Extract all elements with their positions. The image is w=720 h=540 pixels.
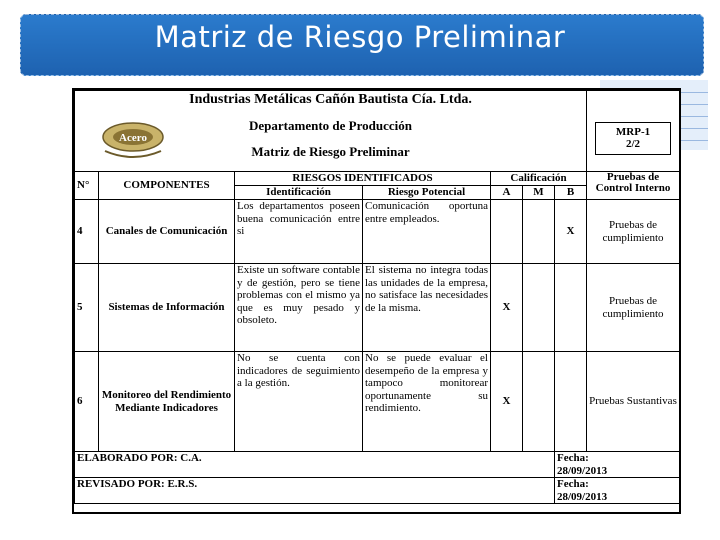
- col-header-num: N°: [75, 172, 99, 200]
- row-number: 6: [75, 352, 99, 452]
- row-componente: Sistemas de Información: [99, 264, 235, 352]
- document-code: MRP-1: [615, 125, 651, 138]
- company-name: Industrias Metálicas Cañón Bautista Cía. Ltda.: [189, 92, 472, 107]
- row-calif-m: [523, 352, 555, 452]
- row-riesgo-potencial: Comunicación oportuna entre empleados.: [363, 200, 491, 264]
- document-page: 2/2: [625, 138, 641, 150]
- row-calif-a: [491, 200, 523, 264]
- document-header: [75, 91, 587, 172]
- elaborado-por: ELABORADO POR: C.A.: [75, 452, 555, 478]
- department-name: Departamento de Producción: [249, 118, 412, 133]
- company-logo: [99, 115, 167, 165]
- row-calif-m: [523, 200, 555, 264]
- col-header-riesgo-potencial: Riesgo Potencial: [363, 186, 491, 200]
- col-header-riesgos: RIESGOS IDENTIFICADOS: [235, 172, 491, 186]
- table-row: [75, 264, 680, 352]
- table-row: [75, 200, 680, 264]
- row-identificacion: No se cuenta con indicadores de seguimiento a la gestión.: [235, 352, 363, 452]
- col-header-b: B: [555, 186, 587, 200]
- row-calif-b: [555, 352, 587, 452]
- row-componente: Monitoreo del Rendimiento Mediante Indicadores: [99, 352, 235, 452]
- revisado-por: REVISADO POR: E.R.S.: [75, 478, 555, 504]
- matrix-title: Matriz de Riesgo Preliminar: [251, 144, 410, 159]
- row-identificacion: Los departamentos poseen buena comunicación entre si: [235, 200, 363, 264]
- col-header-calificacion: Calificación: [491, 172, 587, 186]
- row-number: 5: [75, 264, 99, 352]
- row-calif-a: X: [491, 352, 523, 452]
- row-componente: Canales de Comunicación: [99, 200, 235, 264]
- fecha-label: Fecha:: [557, 478, 589, 490]
- svg-text:Acero: Acero: [119, 132, 147, 144]
- row-riesgo-potencial: El sistema no integra todas las unidades de la empresa, no satisface las necesidades de la misma.: [363, 264, 491, 352]
- row-calif-b: X: [555, 200, 587, 264]
- row-prueba: Pruebas de cumplimiento: [587, 264, 680, 352]
- slide-title: Matriz de Riesgo Preliminar: [154, 20, 566, 54]
- fecha-value: 28/09/2013: [557, 490, 608, 503]
- row-calif-m: [523, 264, 555, 352]
- col-header-a: A: [491, 186, 523, 200]
- row-riesgo-potencial: No se puede evaluar el desempeño de la empresa y tampoco monitorear oportunamente su rendimiento.: [363, 352, 491, 452]
- fecha-elaborado: [555, 452, 680, 478]
- fecha-revisado: [555, 478, 680, 504]
- table-row: [75, 352, 680, 452]
- risk-matrix-table: [74, 90, 680, 504]
- row-identificacion: Existe un software contable y de gestión, pero se tiene problemas con el mismo ya que es muy pesado y obsoleto.: [235, 264, 363, 352]
- col-header-pruebas: Pruebas de Control Interno: [587, 172, 680, 200]
- row-calif-b: [555, 264, 587, 352]
- document-code-box: [587, 91, 680, 172]
- fecha-value: 28/09/2013: [557, 464, 608, 477]
- col-header-componentes: COMPONENTES: [99, 172, 235, 200]
- row-prueba: Pruebas Sustantivas: [587, 352, 680, 452]
- row-calif-a: X: [491, 264, 523, 352]
- col-header-identificacion: Identificación: [235, 186, 363, 200]
- col-header-m: M: [523, 186, 555, 200]
- fecha-label: Fecha:: [557, 452, 589, 464]
- risk-matrix-document: [72, 88, 681, 514]
- row-number: 4: [75, 200, 99, 264]
- row-prueba: Pruebas de cumplimiento: [587, 200, 680, 264]
